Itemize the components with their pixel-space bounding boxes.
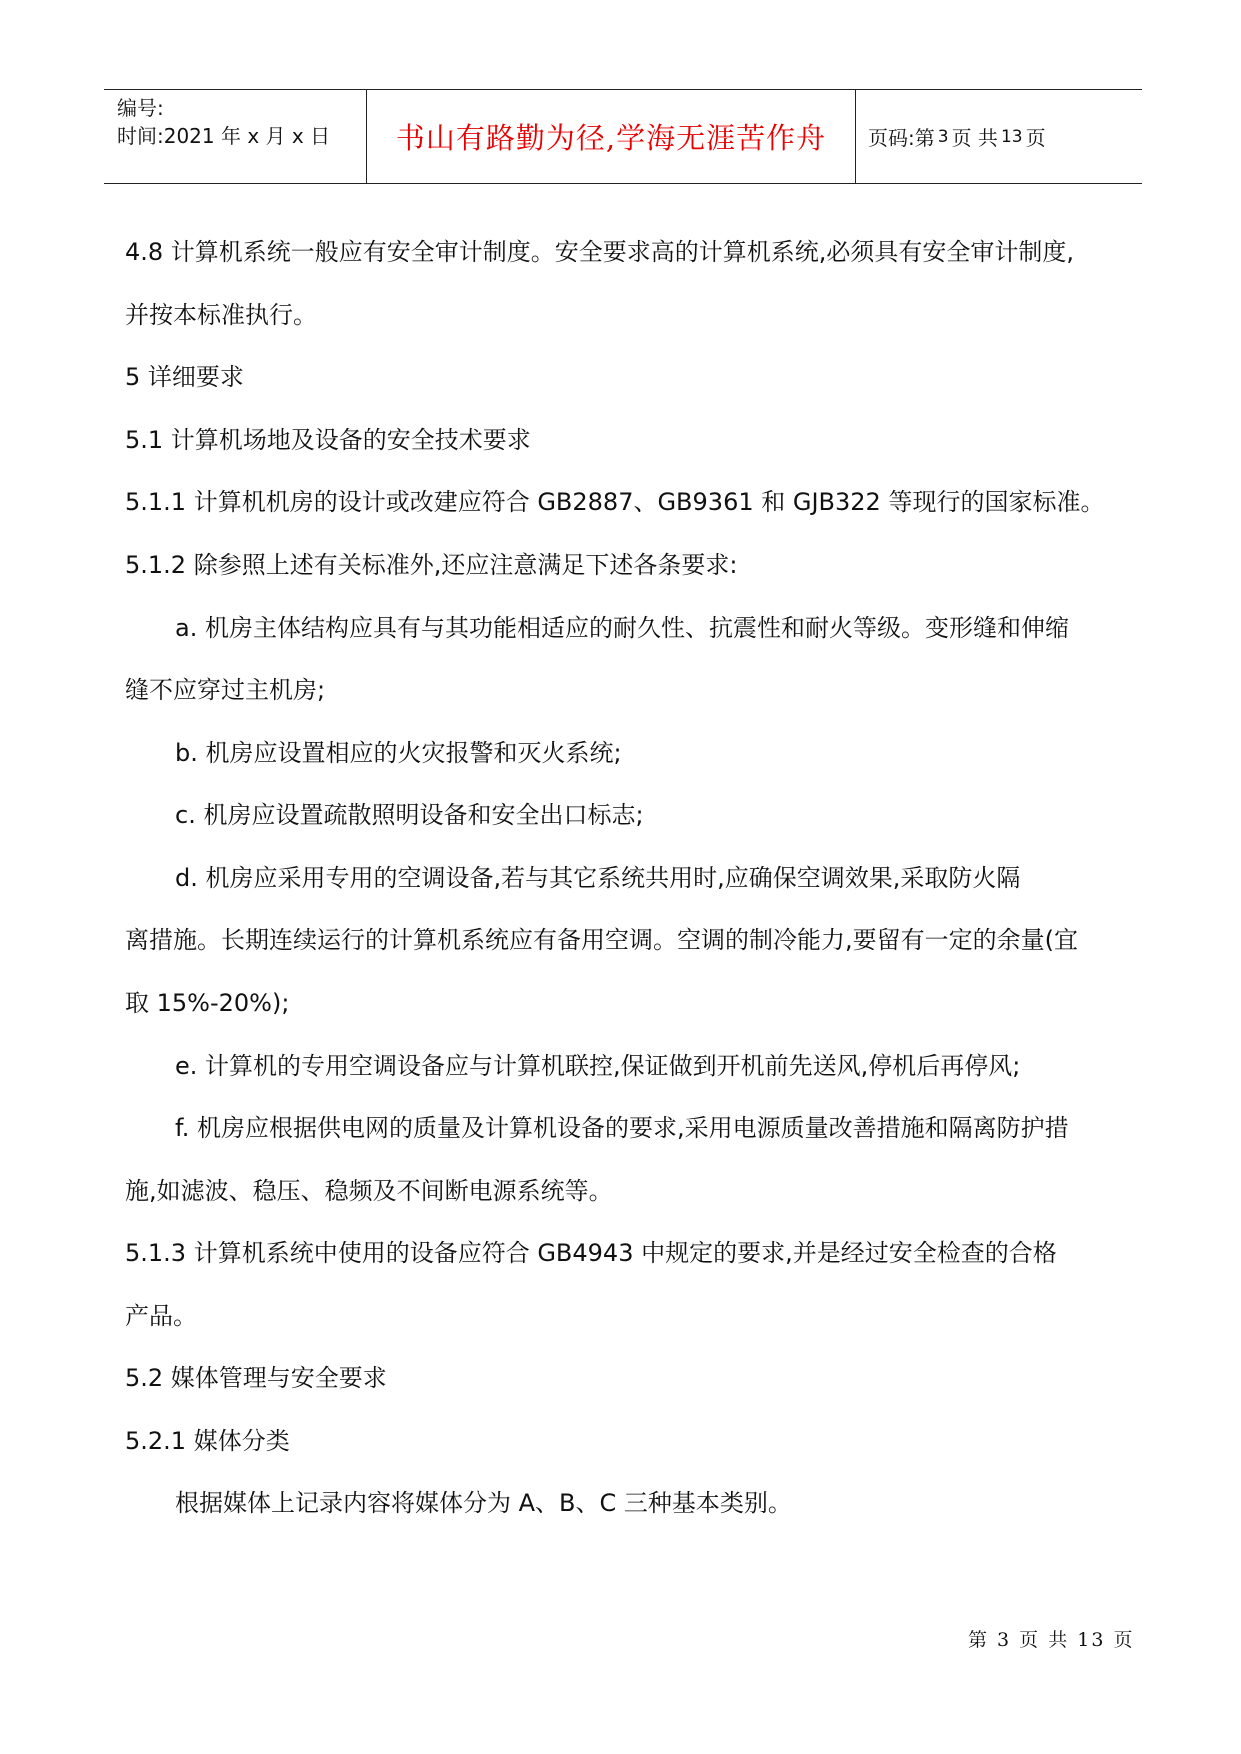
- page-footer: 第 3 页 共 13 页: [968, 1629, 1135, 1651]
- header-motto: 书山有路勤为径,学海无涯苦作舟: [395, 121, 827, 155]
- text-line: 离措施。长期连续运行的计算机系统应有备用空调。空调的制冷能力,要留有一定的余量(宜: [125, 926, 1078, 954]
- text-line: 5.1.3 计算机系统中使用的设备应符合 GB4943 中规定的要求,并是经过安全检查的合格: [125, 1239, 1057, 1267]
- document-number-label: 编号:: [117, 96, 164, 120]
- document-time-label: 时间:2021 年 x 月 x 日: [117, 124, 331, 148]
- text-line: 并按本标准执行。: [125, 301, 317, 329]
- page-suffix: 页: [1025, 126, 1046, 150]
- list-item: d. 机房应采用专用的空调设备,若与其它系统共用时,应确保空调效果,采取防火隔: [175, 864, 1021, 892]
- section-heading: 5 详细要求: [125, 363, 244, 391]
- list-item: e. 计算机的专用空调设备应与计算机联控,保证做到开机前先送风,停机后再停风;: [175, 1052, 1021, 1080]
- page-total: 13: [1000, 126, 1023, 147]
- section-heading: 5.2.1 媒体分类: [125, 1427, 290, 1455]
- header-left-cell: [104, 90, 367, 183]
- list-item: f. 机房应根据供电网的质量及计算机设备的要求,采用电源质量改善措施和隔离防护措: [175, 1114, 1069, 1142]
- section-heading: 5.2 媒体管理与安全要求: [125, 1364, 387, 1392]
- header-page-cell: [856, 90, 1142, 183]
- list-item: a. 机房主体结构应具有与其功能相适应的耐久性、抗震性和耐火等级。变形缝和伸缩: [175, 614, 1069, 642]
- page-number: 3: [937, 126, 949, 147]
- header-motto-cell: [367, 90, 856, 183]
- section-heading: 5.1 计算机场地及设备的安全技术要求: [125, 426, 531, 454]
- page-header: [104, 89, 1142, 184]
- text-line: 5.1.2 除参照上述有关标准外,还应注意满足下述各条要求:: [125, 551, 738, 579]
- text-line: 施,如滤波、稳压、稳频及不间断电源系统等。: [125, 1177, 613, 1205]
- text-line: 5.1.1 计算机机房的设计或改建应符合 GB2887、GB9361 和 GJB322 等现行的国家标准。: [125, 488, 1105, 516]
- page-prefix: 页码:第: [868, 126, 935, 150]
- text-line: 4.8 计算机系统一般应有安全审计制度。安全要求高的计算机系统,必须具有安全审计制度,: [125, 238, 1075, 266]
- text-line: 取 15%-20%);: [125, 989, 290, 1017]
- text-line: 根据媒体上记录内容将媒体分为 A、B、C 三种基本类别。: [175, 1489, 792, 1517]
- list-item: b. 机房应设置相应的火灾报警和灭火系统;: [175, 739, 622, 767]
- page-middle: 页 共: [951, 126, 998, 150]
- text-line: 缝不应穿过主机房;: [125, 676, 326, 704]
- text-line: 产品。: [125, 1302, 197, 1330]
- list-item: c. 机房应设置疏散照明设备和安全出口标志;: [175, 801, 644, 829]
